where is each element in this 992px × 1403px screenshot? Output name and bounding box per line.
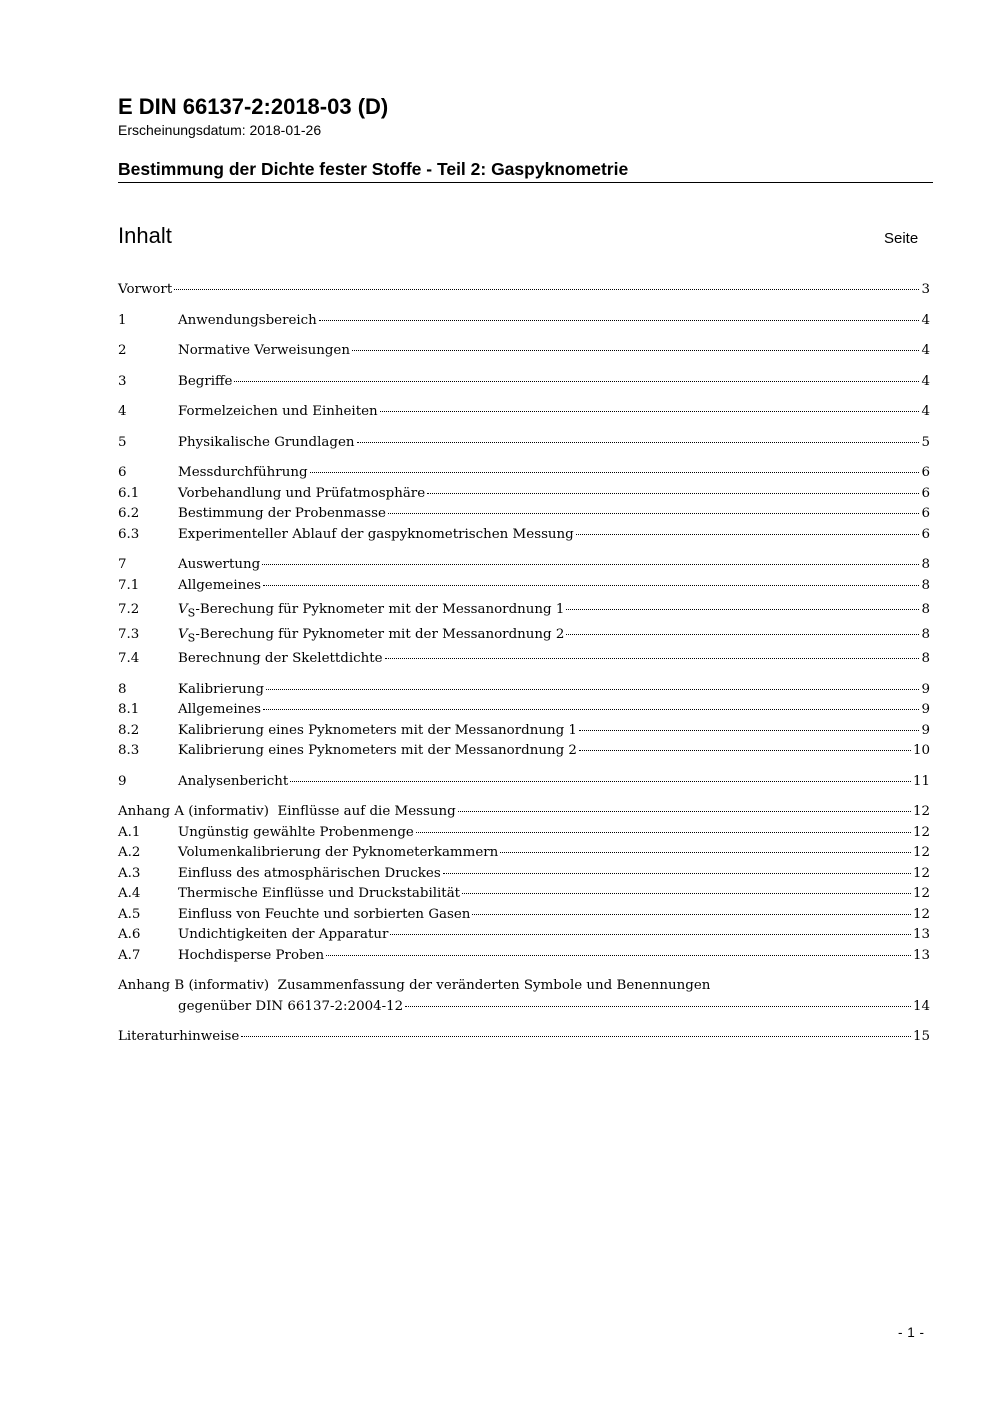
toc-entry-label: Literaturhinweise (118, 1029, 240, 1044)
toc-leader-dots (472, 913, 911, 915)
formula-variable: V (178, 602, 188, 617)
toc-entry-page: 12 (912, 906, 930, 922)
toc-entry-page: 8 (921, 602, 930, 617)
toc-entry-label: Experimenteller Ablauf der gaspyknometrischen Messung (178, 526, 574, 542)
toc-entry-label: Volumenkalibrierung der Pyknometerkammern (178, 845, 499, 860)
toc-entry-a-4[interactable] (118, 884, 930, 905)
toc-entry-annex-b[interactable] (118, 976, 930, 997)
toc-leader-dots (263, 584, 919, 586)
toc-entry-number: 2 (118, 343, 127, 358)
toc-entry-label-group (178, 625, 564, 649)
toc-entry-a-3[interactable] (118, 864, 930, 885)
toc-entry-label: Physikalische Grundlagen (178, 434, 355, 450)
toc-leader-dots (405, 1005, 911, 1007)
toc-entry-number: 1 (118, 312, 127, 328)
toc-leader-dots (462, 892, 911, 894)
toc-entry-vorwort[interactable] (118, 280, 930, 301)
toc-entry-number: A.6 (118, 927, 141, 942)
toc-entry-page: 3 (921, 282, 930, 297)
toc-entry-a-1[interactable] (118, 823, 930, 844)
toc-entry-page: 6 (921, 465, 930, 480)
toc-entry-number: 7.4 (118, 651, 140, 666)
toc-entry-label: Kalibrierung eines Pyknometers mit der Messanordnung 1 (178, 722, 577, 738)
toc-entry-7[interactable] (118, 555, 930, 576)
toc-entry-number: 6 (118, 465, 127, 480)
toc-entry-label: Messdurchführung (178, 465, 308, 480)
toc-entry-8[interactable] (118, 680, 930, 701)
toc-entry-page: 4 (921, 312, 930, 328)
toc-entry-label: Kalibrierung (178, 681, 264, 697)
toc-entry-1[interactable] (118, 311, 930, 332)
toc-entry-label: Kalibrierung eines Pyknometers mit der Messanordnung 2 (178, 743, 577, 758)
toc-entry-label: Einfluss von Feuchte und sorbierten Gasen (178, 906, 471, 922)
toc-entry-label: Allgemeines (178, 702, 262, 717)
toc-entry-label: Vorbehandlung und Prüfatmosphäre (178, 485, 426, 501)
toc-entry-number: A.2 (118, 845, 141, 860)
formula-variable: V (178, 626, 188, 642)
toc-entry-label: Analysenbericht (178, 773, 289, 789)
toc-entry-page: 13 (912, 947, 930, 963)
publication-date: Erscheinungsdatum: 2018-01-26 (118, 122, 322, 138)
toc-leader-dots (443, 872, 911, 874)
toc-entry-number: 6.3 (118, 526, 140, 542)
toc-entry-page: 10 (912, 743, 930, 758)
toc-entry-page: 8 (921, 577, 930, 593)
toc-entry-number: 6.2 (118, 506, 140, 521)
document-number: E DIN 66137-2:2018-03 (D) (118, 94, 389, 119)
toc-leader-dots (326, 954, 911, 956)
toc-entry-9[interactable] (118, 772, 930, 793)
toc-entry-number: 7.1 (118, 577, 140, 593)
toc-entry-label: Einfluss des atmosphärischen Druckes (178, 865, 441, 881)
toc-entry-annex-a[interactable] (118, 802, 930, 823)
toc-entry-number: 8.1 (118, 702, 140, 717)
toc-leader-dots (357, 441, 920, 443)
toc-entry-number: A.7 (118, 947, 141, 963)
toc-entry-number: 9 (118, 773, 127, 789)
toc-entry-6[interactable] (118, 463, 930, 484)
toc-entry-6-1[interactable] (118, 484, 930, 505)
toc-entry-number: 5 (118, 434, 127, 450)
toc-entry-number: 6.1 (118, 485, 140, 501)
toc-entry-number: A.3 (118, 865, 141, 881)
toc-entry-page: 14 (912, 998, 930, 1014)
toc-entry-4[interactable] (118, 402, 930, 423)
toc-entry-6-3[interactable] (118, 525, 930, 546)
toc-entry-page: 12 (912, 845, 930, 860)
toc-leader-dots (500, 851, 911, 853)
toc-leader-dots (266, 688, 920, 690)
toc-entry-label: Berechnung der Skelettdichte (178, 651, 383, 666)
toc-entry-page: 12 (912, 804, 930, 819)
toc-entry-page: 12 (912, 886, 930, 901)
toc-entry-7-2[interactable] (118, 600, 930, 621)
toc-leader-dots (458, 810, 911, 812)
toc-leader-dots (234, 380, 919, 382)
toc-leader-dots (174, 288, 919, 290)
toc-leader-dots (241, 1035, 911, 1037)
toc-entry-number: 8 (118, 681, 127, 697)
formula-subscript: S (187, 606, 196, 620)
toc-entry-a-2[interactable] (118, 843, 930, 864)
toc-entry-7-3[interactable] (118, 625, 930, 646)
toc-leader-dots (579, 729, 920, 731)
toc-entry-5[interactable] (118, 433, 930, 454)
toc-leader-dots (385, 657, 920, 659)
formula-subscript: S (187, 631, 196, 645)
toc-leader-dots (310, 471, 920, 473)
document-title: Bestimmung der Dichte fester Stoffe - Teil 2: Gaspyknometrie (118, 159, 629, 179)
toc-entry-2[interactable] (118, 341, 930, 362)
toc-entry-page: 8 (921, 651, 930, 666)
toc-entry-label-group (178, 600, 564, 624)
toc-entry-bibliography[interactable] (118, 1027, 930, 1048)
toc-entry-page: 12 (912, 824, 930, 840)
toc-entry-page: 9 (921, 702, 930, 717)
toc-entry-label: Hochdisperse Proben (178, 947, 325, 963)
page-number: - 1 - (898, 1325, 925, 1340)
toc-leader-dots (319, 319, 920, 321)
toc-entry-page: 5 (921, 434, 930, 450)
toc-entry-page: 4 (921, 373, 930, 389)
toc-entry-label: Anwendungsbereich (178, 312, 317, 328)
toc-entry-page: 9 (921, 722, 930, 738)
toc-entry-label: Formelzeichen und Einheiten (178, 404, 378, 419)
toc-entry-label: Ungünstig gewählte Probenmenge (178, 824, 414, 840)
toc-entry-3[interactable] (118, 372, 930, 393)
toc-entry-number: 4 (118, 404, 127, 419)
toc-entry-8-2[interactable] (118, 721, 930, 742)
toc-leader-dots (579, 749, 911, 751)
toc-entry-label: Thermische Einflüsse und Druckstabilität (178, 886, 461, 901)
toc-entry-a-5[interactable] (118, 905, 930, 926)
toc-leader-dots (566, 633, 919, 635)
toc-leader-dots (390, 933, 911, 935)
toc-entry-label: Vorwort (118, 282, 173, 297)
toc-leader-dots (416, 831, 911, 833)
toc-entry-label: Allgemeines (178, 577, 262, 593)
toc-entry-label: Bestimmung der Probenmasse (178, 506, 386, 521)
toc-entry-number: A.1 (118, 824, 141, 840)
toc-entry-page: 13 (912, 927, 930, 942)
toc-entry-label: Normative Verweisungen (178, 343, 350, 358)
toc-heading: Inhalt (118, 223, 172, 248)
toc-entry-number: 7.2 (118, 602, 140, 617)
toc-entry-annex-b-continued[interactable] (118, 997, 930, 1018)
toc-entry-page: 4 (921, 343, 930, 358)
toc-entry-page: 8 (921, 557, 930, 572)
title-divider (118, 182, 933, 183)
toc-entry-number: 8.3 (118, 743, 140, 758)
document-header (118, 94, 933, 138)
toc-entry-label: Auswertung (178, 557, 261, 572)
toc-entry-number: A.5 (118, 906, 141, 922)
toc-entry-number: 7.3 (118, 626, 140, 642)
toc-entry-number: 3 (118, 373, 127, 389)
toc-entry-page: 12 (912, 865, 930, 881)
toc-leader-dots (290, 780, 911, 782)
toc-entry-label: Begriffe (178, 373, 233, 389)
toc-entry-page: 6 (921, 526, 930, 542)
toc-leader-dots (566, 608, 919, 610)
toc-entry-page: 9 (921, 681, 930, 697)
toc-entry-label: Anhang B (informativ) Zusammenfassung der veränderten Symbole und Benennungen (118, 978, 711, 993)
toc-entry-8-1[interactable] (118, 700, 930, 721)
toc-entry-page: 11 (912, 773, 930, 789)
toc-entry-8-3[interactable] (118, 741, 930, 762)
toc-entry-label: Undichtigkeiten der Apparatur (178, 927, 389, 942)
toc-entry-7-1[interactable] (118, 576, 930, 597)
toc-leader-dots (263, 708, 919, 710)
toc-leader-dots (262, 563, 919, 565)
toc-entry-6-2[interactable] (118, 504, 930, 525)
toc-entry-page: 8 (921, 626, 930, 642)
toc-entry-page: 6 (921, 485, 930, 501)
toc-entry-page: 15 (912, 1029, 930, 1044)
toc-entry-label: -Berechung für Pyknometer mit der Messanordnung 1 (195, 602, 565, 617)
toc-leader-dots (352, 349, 920, 351)
toc-leader-dots (388, 512, 920, 514)
toc-entry-number: 7 (118, 557, 127, 572)
table-of-contents (118, 280, 930, 1048)
toc-entry-label-continued: gegenüber DIN 66137-2:2004-12 (178, 998, 404, 1014)
toc-leader-dots (380, 410, 920, 412)
toc-entry-7-4[interactable] (118, 649, 930, 670)
toc-entry-page: 6 (921, 506, 930, 521)
toc-leader-dots (576, 533, 920, 535)
toc-entry-page: 4 (921, 404, 930, 419)
toc-entry-label: -Berechung für Pyknometer mit der Messanordnung 2 (195, 626, 565, 642)
toc-entry-label: Anhang A (informativ) Einflüsse auf die Messung (118, 804, 456, 819)
toc-entry-a-7[interactable] (118, 946, 930, 967)
toc-leader-dots (427, 492, 919, 494)
toc-entry-number: A.4 (118, 886, 141, 901)
toc-entry-number: 8.2 (118, 722, 140, 738)
page-column-label: Seite (884, 230, 919, 247)
toc-entry-a-6[interactable] (118, 925, 930, 946)
